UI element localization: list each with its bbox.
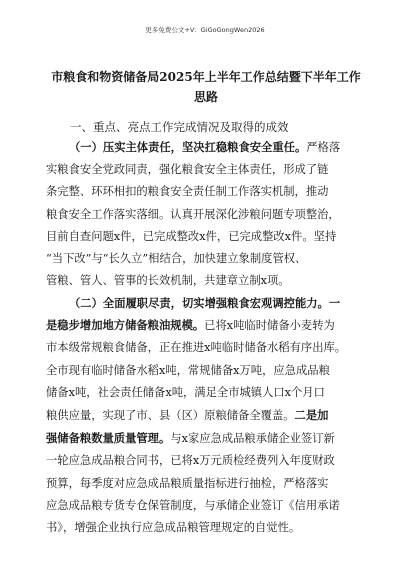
paragraph-2 bbox=[46, 292, 364, 539]
paragraph-line: 一轮应急成品粮合同书，已将x万元质检经费列入年度财政 bbox=[46, 454, 335, 468]
paragraph-line: 目前自查问题x件，已完成整改x件，已完成整改x件。坚持 bbox=[46, 229, 337, 243]
paragraph-line: 管粮、管人、管事的长效机制，共建章立制x项。 bbox=[46, 274, 290, 288]
paragraph-1 bbox=[46, 136, 364, 292]
paragraph-line: 储备x吨，社会责任储备x吨，满足全市城镇人口x个月口 bbox=[46, 385, 325, 399]
title-line-2: 思路 bbox=[193, 90, 218, 104]
paragraph-line: 市本级常规粮食储备，正在推进x吨临时储备水稻有序出库。 bbox=[46, 341, 347, 355]
paragraph-line: （一）压实主体责任，坚决扛稳粮食安全重任。严格落 bbox=[69, 140, 341, 154]
paragraph-line: 全市现有临时储备水稻x吨，常规储备x万吨，应急成品粮 bbox=[46, 363, 330, 377]
paragraph-line: 应急成品粮专货专仓保管制度，与承储企业签订《信用承诺 bbox=[46, 498, 340, 512]
paragraph-line: 条完整、环环相扣的粮食安全责任制工作落实机制，推动 bbox=[46, 185, 329, 199]
title-line-1: 市粮食和物资储备局2025年上半年工作总结暨下半年工作 bbox=[51, 70, 361, 84]
paragraph-line: 是稳步增加地方储备粮油规模。已将x吨临时储备小麦转为 bbox=[46, 318, 335, 333]
section-heading: 一、重点、亮点工作完成情况及取得的成效 bbox=[70, 120, 289, 134]
paragraph-line: 粮食安全工作落实落细。认真开展深化涉粮问题专项整治， bbox=[46, 207, 340, 221]
paragraph-line: 实粮食安全党政同责，强化粮食安全主体责任，形成了链 bbox=[46, 163, 329, 177]
paragraph-line: 粮供应量，实现了市、县（区）原粮储备全覆盖。二是加 bbox=[46, 408, 329, 423]
header-note: 更多免费公文+V：GiGoGongWen2026 bbox=[145, 26, 265, 34]
paragraph-lead: （一）压实主体责任，坚决扛稳粮食安全重任。 bbox=[69, 140, 307, 154]
paragraph-line: 预算，每季度对应急成品粮质量指标进行抽检，严格落实 bbox=[46, 476, 329, 490]
paragraph-line: 书》，增强企业执行应急成品粮管理规定的自觉性。 bbox=[46, 521, 301, 535]
paragraph-line: 强储备粮数量质量管理。与x家应急成品粮承储企业签订新 bbox=[46, 431, 335, 446]
paragraph-line: “当下改”与“长久立”相结合，加快建立象制度管权、 bbox=[46, 252, 307, 266]
paragraph-lead: （二）全面履职尽责，切实增强粮食宏观调控能力。一 bbox=[69, 296, 341, 310]
document-title bbox=[48, 67, 364, 107]
